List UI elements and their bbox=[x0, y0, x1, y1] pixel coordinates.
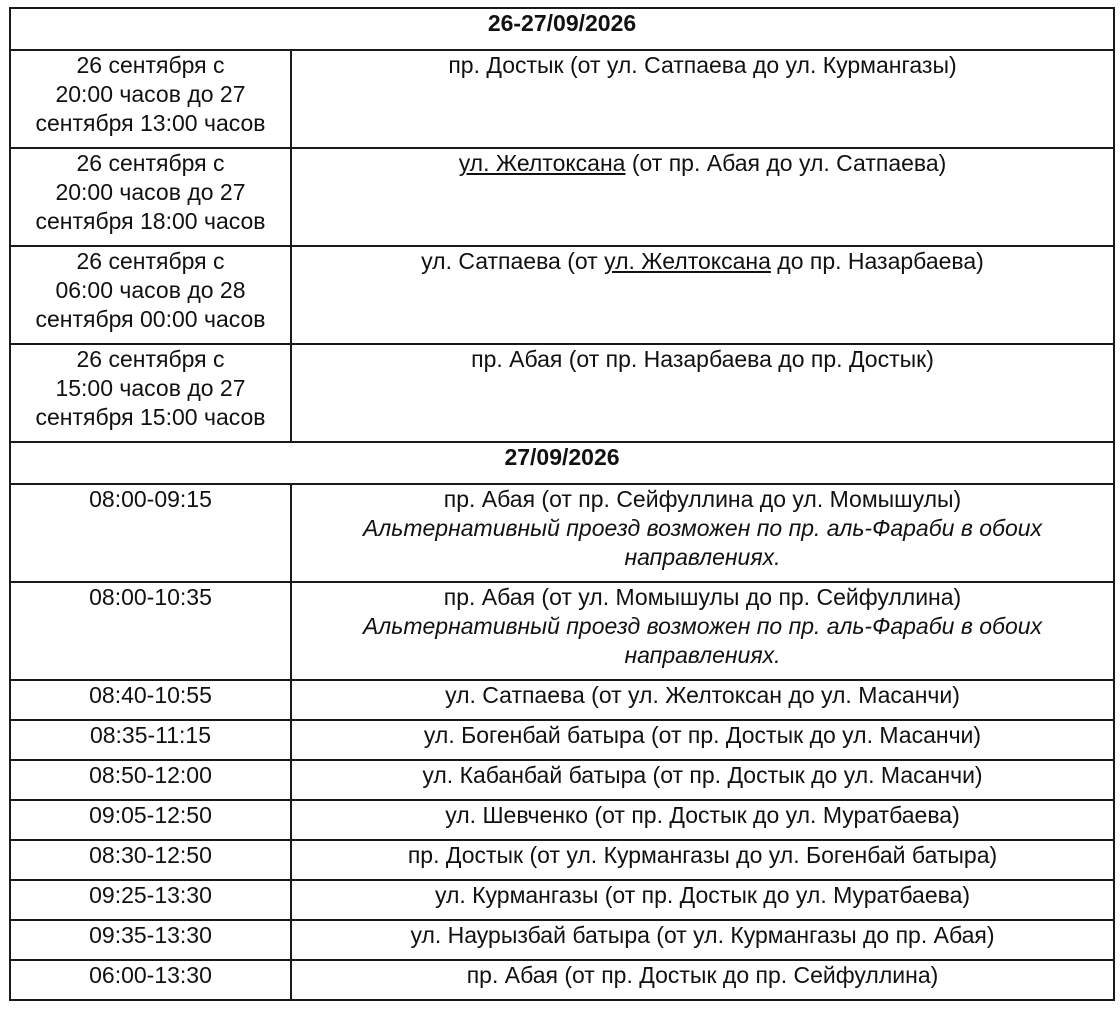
route-text: пр. Достык (от ул. Сатпаева до ул. Курмангазы) bbox=[448, 52, 957, 78]
route-text: пр. Абая (от ул. Момышулы до пр. Сейфуллина) bbox=[443, 584, 962, 610]
time-cell: 08:40-10:55 bbox=[10, 680, 291, 720]
route-text: ул. Сатпаева bbox=[421, 248, 561, 274]
time-cell: 06:00-13:30 bbox=[10, 960, 291, 1000]
route-cell bbox=[291, 148, 1114, 246]
route-cell bbox=[291, 484, 1114, 582]
time-line: сентября 18:00 часов bbox=[35, 208, 266, 234]
time-cell: 08:00-09:15 bbox=[10, 484, 291, 582]
table-row bbox=[10, 720, 1114, 760]
route-cell: пр. Достык (от ул. Курмангазы до ул. Богенбай батыра) bbox=[291, 840, 1114, 880]
route-cell bbox=[291, 344, 1114, 442]
time-line: 26 сентября с bbox=[76, 346, 225, 372]
route-cell: ул. Наурызбай батыра (от ул. Курмангазы до пр. Абая) bbox=[291, 920, 1114, 960]
road-closure-schedule-table bbox=[9, 7, 1115, 1001]
alternative-route-note: Альтернативный проезд возможен по пр. аль-Фараби в обоих bbox=[362, 613, 1043, 639]
table-row bbox=[10, 840, 1114, 880]
time-line: 06:00 часов до 28 bbox=[55, 277, 246, 303]
street-name-underlined: ул. Желтоксана bbox=[458, 150, 626, 176]
route-cell bbox=[291, 50, 1114, 148]
route-text: (от пр. Абая до ул. Сатпаева) bbox=[625, 150, 947, 176]
time-line: сентября 13:00 часов bbox=[35, 110, 266, 136]
time-cell: 08:30-12:50 bbox=[10, 840, 291, 880]
alternative-route-note: Альтернативный проезд возможен по пр. аль-Фараби в обоих bbox=[362, 515, 1043, 541]
time-line: сентября 15:00 часов bbox=[35, 404, 266, 430]
table-row bbox=[10, 50, 1114, 148]
time-cell bbox=[10, 246, 291, 344]
time-cell: 08:35-11:15 bbox=[10, 720, 291, 760]
time-line: 26 сентября с bbox=[76, 52, 225, 78]
route-text: до пр. Назарбаева) bbox=[770, 248, 984, 274]
table-row bbox=[10, 680, 1114, 720]
alternative-route-note: направлениях. bbox=[624, 642, 781, 668]
time-cell: 08:00-10:35 bbox=[10, 582, 291, 680]
street-name-underlined: ул. Желтоксана bbox=[604, 248, 771, 274]
route-cell bbox=[291, 582, 1114, 680]
route-cell: ул. Сатпаева (от ул. Желтоксан до ул. Масанчи) bbox=[291, 680, 1114, 720]
table-row bbox=[10, 148, 1114, 246]
table-row bbox=[10, 760, 1114, 800]
time-cell: 09:05-12:50 bbox=[10, 800, 291, 840]
table-row bbox=[10, 800, 1114, 840]
section-date-header: 26-27/09/2026 bbox=[10, 8, 1114, 50]
section-header-row bbox=[10, 442, 1114, 484]
table-row bbox=[10, 960, 1114, 1000]
route-cell: ул. Шевченко (от пр. Достык до ул. Муратбаева) bbox=[291, 800, 1114, 840]
route-cell: ул. Богенбай батыра (от пр. Достык до ул. Масанчи) bbox=[291, 720, 1114, 760]
route-text: (от bbox=[560, 248, 605, 274]
time-cell bbox=[10, 148, 291, 246]
route-text: пр. Абая (от пр. Назарбаева до пр. Достык) bbox=[471, 346, 934, 372]
route-cell: пр. Абая (от пр. Достык до пр. Сейфуллина) bbox=[291, 960, 1114, 1000]
time-cell: 09:25-13:30 bbox=[10, 880, 291, 920]
route-cell bbox=[291, 246, 1114, 344]
table-row bbox=[10, 484, 1114, 582]
section-header-row bbox=[10, 8, 1114, 50]
alternative-route-note: направлениях. bbox=[624, 544, 781, 570]
time-line: 15:00 часов до 27 bbox=[55, 375, 246, 401]
table-row bbox=[10, 246, 1114, 344]
table-row bbox=[10, 344, 1114, 442]
time-cell: 08:50-12:00 bbox=[10, 760, 291, 800]
time-line: 20:00 часов до 27 bbox=[55, 81, 246, 107]
time-line: сентября 00:00 часов bbox=[35, 306, 266, 332]
table-row bbox=[10, 880, 1114, 920]
time-line: 26 сентября с bbox=[76, 248, 225, 274]
route-cell: ул. Кабанбай батыра (от пр. Достык до ул. Масанчи) bbox=[291, 760, 1114, 800]
table-row bbox=[10, 582, 1114, 680]
time-line: 26 сентября с bbox=[76, 150, 225, 176]
time-cell bbox=[10, 50, 291, 148]
time-line: 20:00 часов до 27 bbox=[55, 179, 246, 205]
time-cell bbox=[10, 344, 291, 442]
table-row bbox=[10, 920, 1114, 960]
route-text: пр. Абая (от пр. Сейфуллина до ул. Момышулы) bbox=[443, 486, 962, 512]
section-date-header: 27/09/2026 bbox=[10, 442, 1114, 484]
time-cell: 09:35-13:30 bbox=[10, 920, 291, 960]
route-cell: ул. Курмангазы (от пр. Достык до ул. Муратбаева) bbox=[291, 880, 1114, 920]
